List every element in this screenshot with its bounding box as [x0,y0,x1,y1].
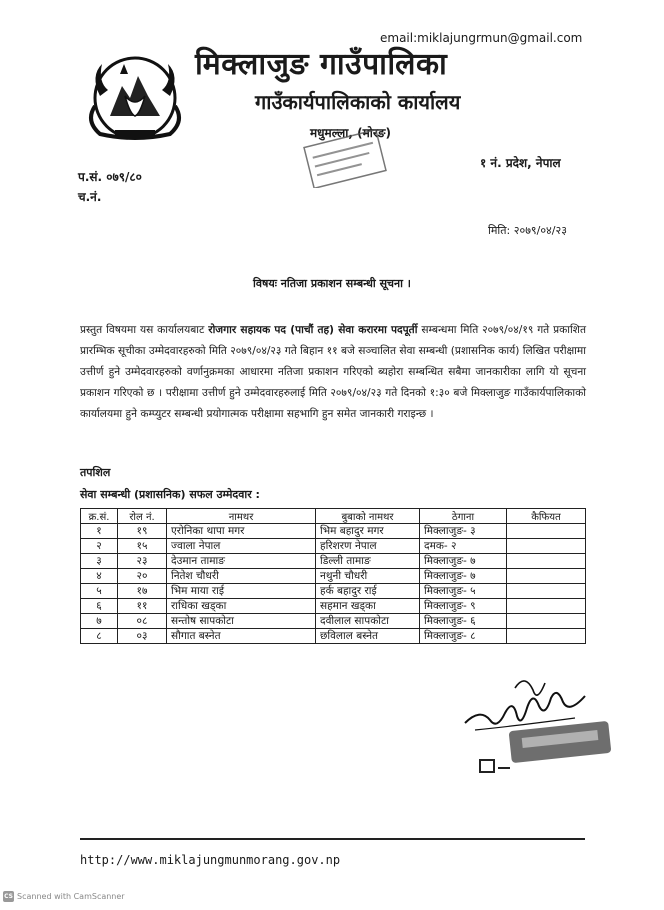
cell-father-name: हर्क बहादुर राई [316,584,420,599]
cell-father-name: नथुनी चौधरी [316,569,420,584]
cell-remarks [507,614,586,629]
cell-remarks [507,524,586,539]
cell-father-name: सहमान खड्का [316,599,420,614]
cell-father-name: छविलाल बस्नेत [316,629,420,644]
cell-address: दमक- २ [420,539,507,554]
cell-serial: १ [81,524,118,539]
office-stamp-icon [300,130,390,188]
issue-date: मिति: २०७९/०४/२३ [488,224,567,237]
table-row [81,569,586,584]
column-header-serial: क्र.सं. [81,509,118,524]
cell-remarks [507,554,586,569]
cell-remarks [507,599,586,614]
table-row [81,524,586,539]
table-row [81,584,586,599]
cell-roll: १७ [118,584,167,599]
cell-serial: ५ [81,584,118,599]
cell-remarks [507,629,586,644]
cell-remarks [507,539,586,554]
official-designation-stamp-icon [470,716,620,786]
cell-roll: १५ [118,539,167,554]
table-row [81,554,586,569]
details-heading: तपशिल [80,466,111,479]
camscanner-logo-icon: CS [4,893,13,900]
column-header-address: ठेगाना [420,509,507,524]
successful-candidates-heading: सेवा सम्बन्धी (प्रशासनिक) सफल उम्मेदवार : [80,488,260,501]
cell-father-name: भिम बहादुर मगर [316,524,420,539]
column-header-name: नामथर [167,509,316,524]
government-emblem-icon [80,46,190,146]
cell-serial: २ [81,539,118,554]
cell-father-name: हरिशरण नेपाल [316,539,420,554]
cell-serial: ७ [81,614,118,629]
cell-remarks [507,584,586,599]
cell-address: मिक्लाजुङ- ६ [420,614,507,629]
scanner-watermark [3,891,125,902]
column-header-remarks: कैफियत [507,509,586,524]
cell-name: सौगात बस्नेत [167,629,316,644]
cell-name: नितेश चौधरी [167,569,316,584]
watermark-text: Scanned with CamScanner [17,892,125,901]
cell-serial: ६ [81,599,118,614]
cell-name: राधिका खड्का [167,599,316,614]
cell-serial: ४ [81,569,118,584]
cell-father-name: दवीलाल सापकोटा [316,614,420,629]
body-text-intro: प्रस्तुत विषयमा यस कार्यालयबाट [80,324,209,336]
cell-address: मिक्लाजुङ- ९ [420,599,507,614]
notice-body [80,320,586,425]
position-title: रोजगार सहायक पद (पाचौं तह) सेवा करारमा पदपूर्ती [208,324,418,336]
cell-address: मिक्लाजुङ- ५ [420,584,507,599]
cell-name: ज्वाला नेपाल [167,539,316,554]
page-title: मिक्लाजुङ गाउँपालिका [195,47,448,82]
table-row [81,599,586,614]
cell-serial: ३ [81,554,118,569]
cell-address: मिक्लाजुङ- ३ [420,524,507,539]
cell-roll: २० [118,569,167,584]
results-table [80,508,586,644]
cell-address: मिक्लाजुङ- ८ [420,629,507,644]
table-row [81,539,586,554]
province-label: १ नं. प्रदेश, नेपाल [480,156,561,170]
office-subtitle: गाउँकार्यपालिकाको कार्यालय [255,90,461,114]
cell-address: मिक्लाजुङ- ७ [420,569,507,584]
cell-remarks [507,569,586,584]
table-header-row [81,509,586,524]
cell-serial: ८ [81,629,118,644]
cell-name: सन्तोष सापकोटा [167,614,316,629]
body-text-main: सम्बन्धमा मिति २०७९/०४/१९ गते प्रकाशित प्रारम्भिक सूचीका उम्मेदवारहरुको मिति २०७९/०४/२३ गते बिहान ११ बजे सञ्चालित सेवा सम्बन्धी (प्रशासनिक कार्य) लिखित परीक्षामा उत्तीर्ण हुने उम्मेदवारहरुको वर्णानुक्रमका आधारमा नतिजा प्रकाशन गरिएको ब्यहोरा सम्बन्धित सबैमा जानकारीका लागि यो सूचना प्रकाशन गरिएको छ । परीक्षामा उत्तीर्ण हुने उम्मेदवारहरुलाई मिति २०७९/०४/२३ गते दिनको १:३० बजे मिक्लाजुङ गाउँकार्यपालिकाको कार्यालयमा हुने कम्प्युटर सम्बन्धी प्रयोगात्मक परीक्षामा सहभागि हुन समेत जानकारी गराइन्छ । [80,324,586,420]
cell-name: एरोनिका थापा मगर [167,524,316,539]
table-row [81,614,586,629]
office-location: मधुमल्ला, (मोरङ) [310,126,391,140]
email-address: email:miklajungrmun@gmail.com [380,31,583,45]
cell-roll: १९ [118,524,167,539]
cell-name: भिम माया राई [167,584,316,599]
dispatch-number: च.नं. [78,190,102,204]
column-header-father-name: बुबाको नामथर [316,509,420,524]
cell-roll: ०८ [118,614,167,629]
column-header-roll: रोल नं. [118,509,167,524]
cell-roll: ०३ [118,629,167,644]
reference-number: प.सं. ०७९/८० [78,170,142,184]
cell-roll: २३ [118,554,167,569]
cell-name: देउमान तामाङ [167,554,316,569]
website-url: http://www.miklajungmunmorang.gov.np [80,853,341,867]
table-row [81,629,586,644]
cell-address: मिक्लाजुङ- ७ [420,554,507,569]
cell-father-name: डिल्ली तामाङ [316,554,420,569]
footer-divider [80,838,585,840]
cell-roll: ११ [118,599,167,614]
subject-line: विषयः नतिजा प्रकाशन सम्बन्धी सूचना । [253,277,411,290]
